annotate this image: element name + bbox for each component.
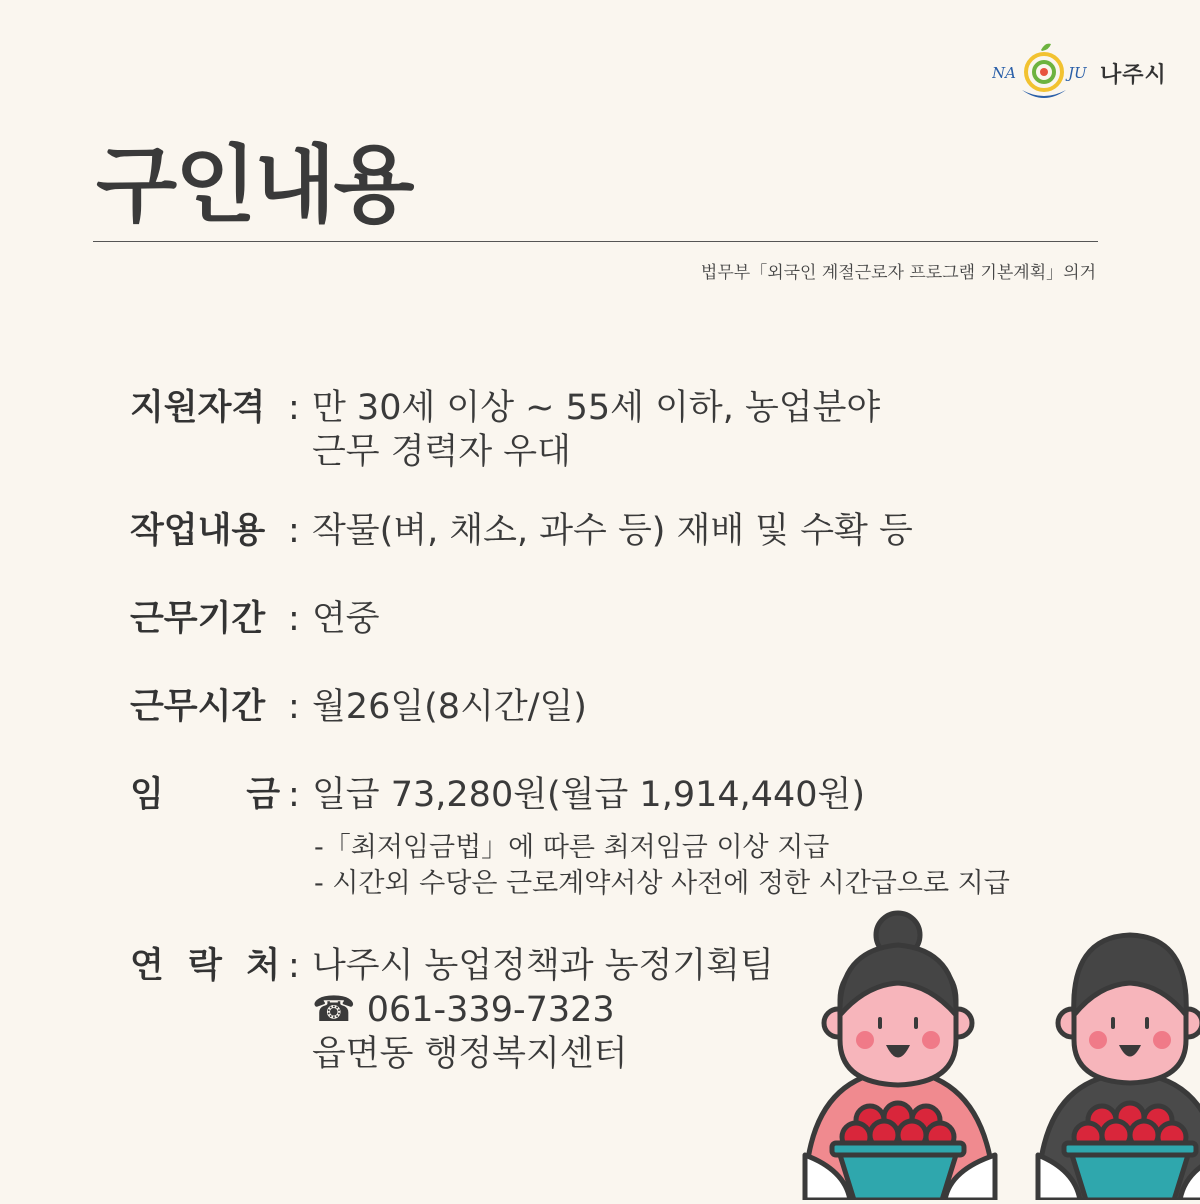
- title-divider: [93, 241, 1098, 242]
- field-colon: :: [288, 599, 300, 639]
- field-value: 일급 73,280원(월급 1,914,440원): [312, 775, 866, 815]
- wage-note: -「최저임금법」에 따른 최저임금 이상 지급: [314, 832, 830, 863]
- field-label-char: 금: [246, 775, 280, 815]
- field-value: 월26일(8시간/일): [312, 687, 587, 727]
- field-label-char: 처: [246, 946, 280, 986]
- field-label: 작업내용: [130, 511, 266, 551]
- contact-line: 나주시 농업정책과 농정기획팀: [312, 946, 774, 986]
- contact-phone: ☎ 061-339-7323: [312, 990, 615, 1030]
- field-label-char: 락: [188, 946, 222, 986]
- field-colon: :: [288, 687, 300, 727]
- wage-note: - 시간외 수당은 근로계약서상 사전에 정한 시간급으로 지급: [314, 868, 1010, 899]
- field-colon: :: [288, 946, 300, 986]
- logo-right-text: JU: [1068, 64, 1087, 82]
- field-label: 근무시간: [130, 687, 266, 727]
- field-label: [130, 944, 280, 988]
- field-value: 작물(벼, 채소, 과수 등) 재배 및 수확 등: [312, 511, 913, 551]
- field-label: [130, 773, 280, 817]
- field-value-line: 근무 경력자 우대: [312, 432, 571, 472]
- field-value: [312, 944, 774, 1076]
- field-label-char: 임: [130, 775, 164, 815]
- field-colon: :: [288, 775, 300, 815]
- field-value: 연중: [312, 599, 380, 639]
- farmers-illustration: [790, 905, 1200, 1200]
- field-colon: :: [288, 388, 300, 428]
- farmers-with-baskets-icon: [790, 905, 1200, 1200]
- logo-name: 나주시: [1100, 63, 1167, 88]
- field-label-char: 연: [130, 946, 164, 986]
- naju-emblem-icon: [992, 38, 1097, 108]
- contact-line: 읍면동 행정복지센터: [312, 1034, 628, 1074]
- logo-left-text: NA: [992, 64, 1016, 82]
- field-value-line: 만 30세 이상 ~ 55세 이하, 농업분야: [312, 388, 881, 428]
- field-colon: :: [288, 511, 300, 551]
- page-title: 구인내용: [96, 136, 413, 234]
- naju-logo: [992, 38, 1172, 108]
- field-label: 지원자격: [130, 388, 266, 428]
- field-value: [312, 386, 880, 474]
- source-note: 법무부「외국인 계절근로자 프로그램 기본계획」의거: [700, 263, 1096, 283]
- field-label: 근무기간: [130, 599, 266, 639]
